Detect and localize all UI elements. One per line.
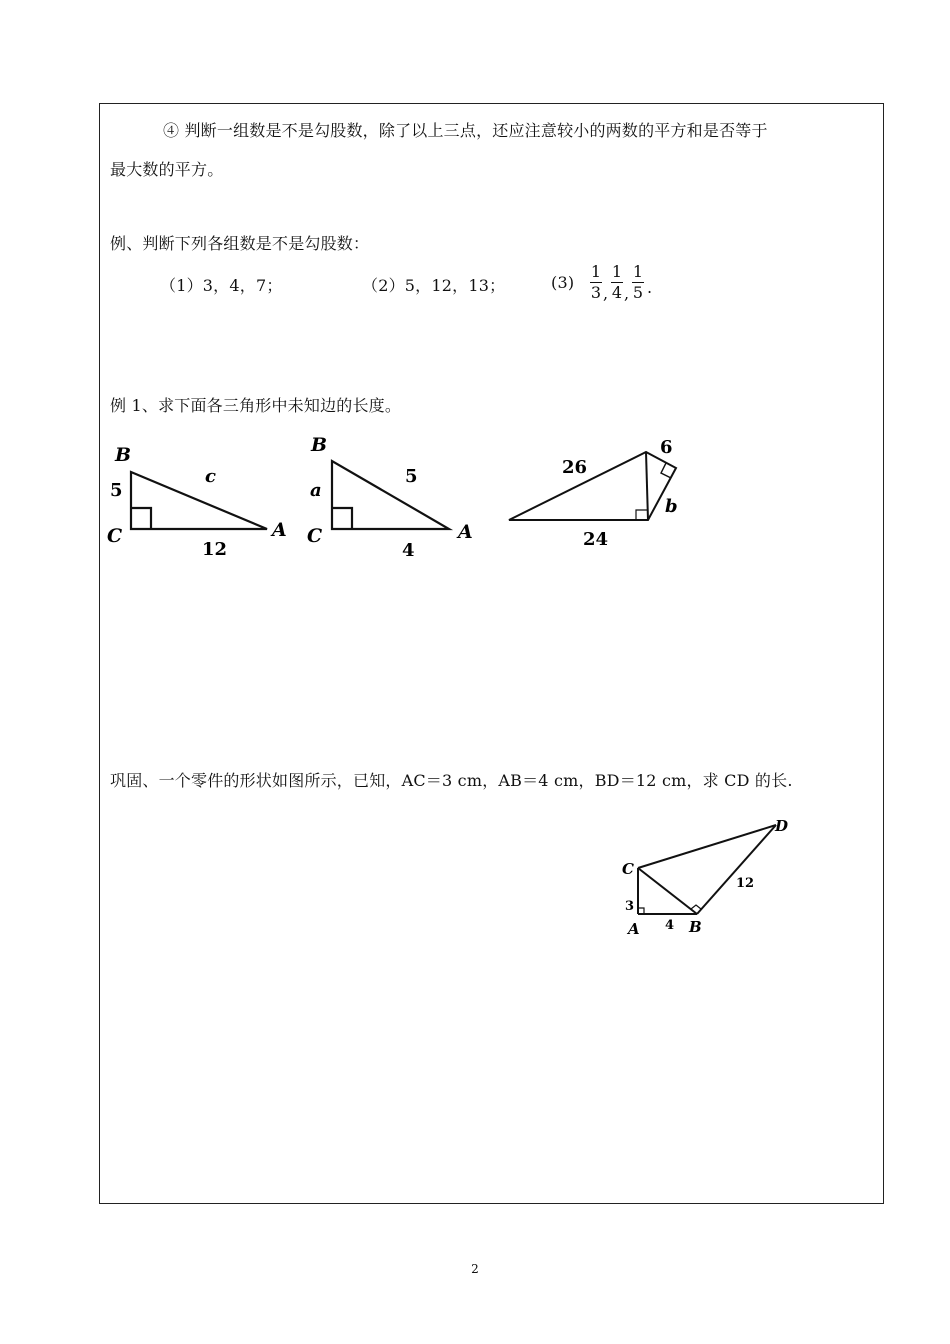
triangle-1 <box>107 444 287 560</box>
triangle-3 <box>509 437 678 550</box>
period: . <box>647 278 653 297</box>
example-item-2: （2）5，12，13； <box>362 276 506 295</box>
fraction-1-5 <box>631 262 645 303</box>
label-bd: 12 <box>736 876 755 891</box>
hyp-label: 26 <box>562 457 588 478</box>
vertex-b: B <box>311 434 328 456</box>
top-label: 6 <box>660 437 673 458</box>
fraction-1-4 <box>610 262 624 303</box>
comma: , <box>603 284 609 303</box>
fraction-numerator: 1 <box>590 262 602 281</box>
triangle-2-shape <box>332 461 449 529</box>
fraction-denominator: 3 <box>590 283 602 302</box>
comma: , <box>624 284 630 303</box>
side-ca-label: 12 <box>202 539 228 560</box>
label-ab: 4 <box>665 918 675 933</box>
right-angle-mark <box>636 510 647 520</box>
note-line-1: ④ 判断一组数是不是勾股数，除了以上三点，还应注意较小的两数的平方和是否等于 <box>163 121 768 140</box>
content-box <box>99 103 884 1204</box>
fraction-numerator: 1 <box>611 262 623 281</box>
page-number: 2 <box>471 1262 479 1276</box>
right-angle-mark <box>691 905 701 909</box>
fraction-numerator: 1 <box>632 262 644 281</box>
point-a: A <box>628 920 640 938</box>
triangles-figure <box>100 430 720 570</box>
side-hyp-label: 5 <box>405 466 418 487</box>
right-angle-mark <box>131 508 151 529</box>
leg-label: b <box>665 496 678 517</box>
consolidate-text: 巩固、一个零件的形状如图所示，已知，AC＝3 cm，AB＝4 cm，BD＝12 cm，求 CD 的长. <box>110 771 793 790</box>
right-angle-mark <box>332 508 352 529</box>
base-label: 24 <box>583 529 609 550</box>
vertex-b: B <box>115 444 132 466</box>
point-d: D <box>775 817 789 835</box>
vertex-c: C <box>107 525 123 547</box>
point-b: B <box>689 918 702 936</box>
side-bc-label: a <box>310 480 322 501</box>
segment-cb <box>638 868 697 914</box>
side-bc-label: 5 <box>110 480 123 501</box>
part-figure <box>615 812 795 942</box>
fraction-denominator: 4 <box>611 283 623 302</box>
triangle-3-outline <box>509 452 676 520</box>
fraction-1-3 <box>589 262 603 303</box>
vertex-a: A <box>458 521 473 543</box>
vertex-c: C <box>307 525 323 547</box>
example-item-1: （1）3，4，7； <box>160 276 283 295</box>
segment-cd <box>638 825 776 868</box>
vertex-a: A <box>272 519 287 541</box>
example-title: 例、判断下列各组数是不是勾股数： <box>110 234 370 253</box>
point-c: C <box>622 860 634 878</box>
example-item-3-label: (3) <box>551 273 575 292</box>
side-hyp-label: c <box>205 466 216 487</box>
fraction-denominator: 5 <box>632 283 644 302</box>
example1-title: 例 1、求下面各三角形中未知边的长度。 <box>110 396 402 415</box>
side-ca-label: 4 <box>402 540 415 561</box>
triangle-2 <box>307 434 473 561</box>
label-ac: 3 <box>625 899 635 914</box>
note-line-2: 最大数的平方。 <box>110 160 224 179</box>
